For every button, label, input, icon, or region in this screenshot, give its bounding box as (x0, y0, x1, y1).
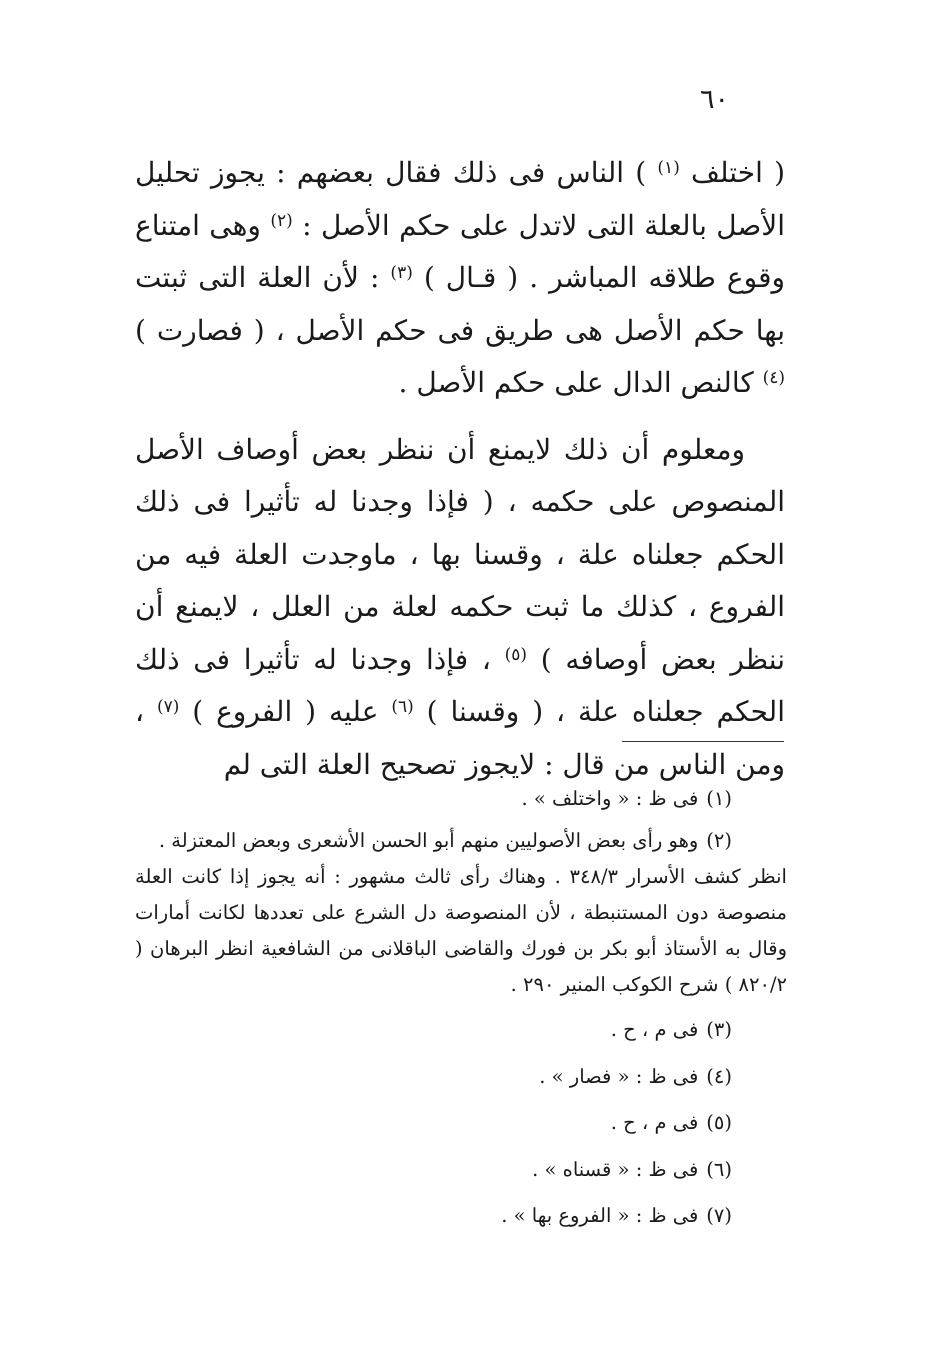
footnote-5 (135, 1104, 787, 1143)
text-run: كالنص الدال على حكم الأصل . (398, 366, 763, 399)
footnote-number: (١) (706, 787, 732, 810)
footnote-ref-7[interactable]: (٧) (156, 697, 180, 717)
footnote-3 (135, 1011, 787, 1050)
footnote-text: فى ظ : « الفروع بها » . (501, 1204, 699, 1227)
footnote-text: فى م ، ح . (610, 1018, 699, 1041)
footnote-separator (622, 741, 784, 742)
footnote-number: (٣) (706, 1018, 732, 1041)
footnote-1 (135, 781, 787, 817)
text-run: ( اختلف (679, 156, 785, 189)
text-run: : لأن العلة التى ثبتت بها حكم الأصل هى طريق فى حكم الأصل ، ( فصارت ) (135, 261, 785, 347)
footnote-ref-6[interactable]: (٦) (391, 697, 414, 717)
paragraph-1 (135, 147, 785, 410)
footnote-number: (٤) (706, 1064, 732, 1088)
footnote-text: فى ظ : « قسناه » . (532, 1157, 699, 1181)
footnote-ref-3[interactable]: (٣) (390, 263, 413, 283)
footnote-text: فى ظ : « فصار » . (539, 1064, 699, 1088)
footnote-ref-5[interactable]: (٥) (504, 644, 528, 665)
footnote-number: (٥) (706, 1111, 732, 1134)
text-run: ) الناس فى ذلك فقال بعضهم : يجوز تحليل الأصل بالعلة التى لاتدل على حكم الأصل : (135, 156, 786, 242)
footnote-indent (732, 829, 787, 852)
footnote-text: وهو رأى بعض الأصوليين منهم أبو الحسن الأشعرى وبعض المعتزلة . (158, 829, 699, 852)
footnote-number: (٦) (706, 1157, 732, 1181)
paragraph-2 (135, 424, 785, 792)
text-run: ومعلوم أن ذلك لايمنع أن ننظر بعض أوصاف الأصل المنصوص على حكمه ، ( فإذا وجدنا له تأثيرا فى ذلك الحكم جعلناه علة ، وقسنا بها ، ماوجدت العلة فيه من الفروع ، كذلك ما ثبت حكمه لعلة من العلل ، لايمنع أن ننظر بعض أوصافه ) (135, 432, 785, 676)
text-run: ، فإذا وجدنا له تأثيرا فى ذلك الحكم جعلناه علة ، ( وقسنا ) (135, 642, 785, 728)
footnote-ref-1[interactable]: (١) (657, 158, 680, 178)
footnote-7 (135, 1197, 787, 1236)
footnote-4 (135, 1058, 787, 1097)
page-number: ٦٠ (700, 84, 730, 115)
text-run: عليه ( الفروع ) (179, 695, 392, 728)
main-text (135, 147, 785, 791)
text-run: وهى امتناع وقوع طلاقه المباشر . ( قـال ) (135, 208, 785, 294)
footnote-text: انظر كشف الأسرار ٣٤٨/٣ . وهناك رأى ثالث مشهور : أنه يجوز إذا كانت العلة منصوصة دون المستنبطة ، لأن المنصوصة دل الشرع على تعددها لكانت أمارات وقال به الأستاذ أبو بكر بن فورك والقاضى الباقلانى من الشافعية انظر البرهان ( ٨٢٠/٢ ) شرح الكوكب المنير ٢٩٠ . (135, 865, 787, 996)
footnote-text: فى ظ : « واختلف » . (521, 787, 699, 810)
footnote-2 (135, 823, 787, 1003)
footnote-number: (٧) (706, 1204, 732, 1227)
text-run: ، ومن الناس من قال : لايجوز تصحيح العلة التى لم (135, 695, 785, 781)
footnote-ref-4[interactable]: (٤) (762, 368, 785, 388)
footnotes (135, 781, 787, 1236)
footnote-6 (135, 1151, 787, 1190)
footnote-text: فى م ، ح . (610, 1111, 699, 1134)
footnote-number: (٢) (706, 829, 732, 852)
footnote-ref-2[interactable]: (٢) (270, 210, 293, 231)
